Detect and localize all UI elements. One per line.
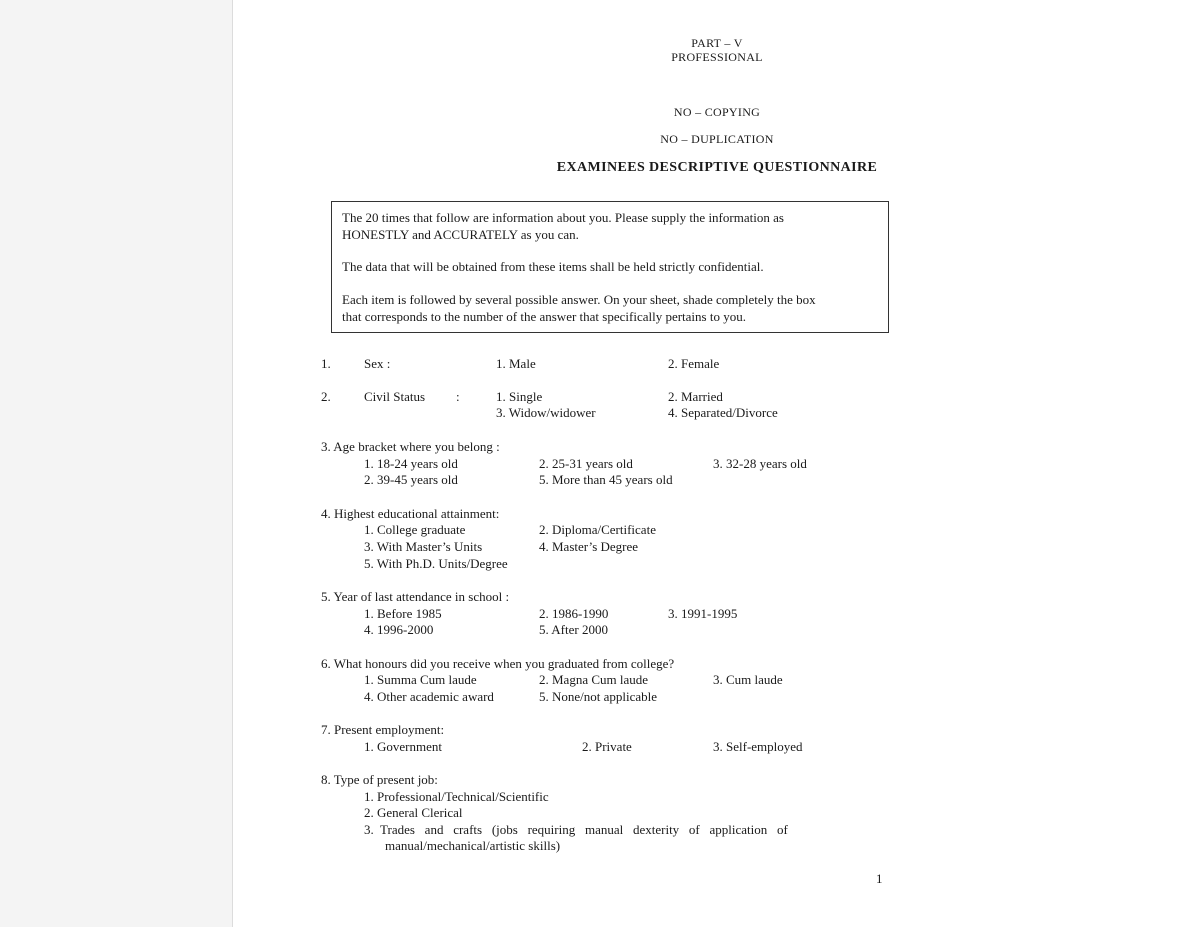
part-heading: PART – V xyxy=(691,36,743,50)
q5-option-1: 1. Before 1985 xyxy=(364,606,442,621)
q7-option-2: 2. Private xyxy=(582,739,632,754)
page-number: 1 xyxy=(876,871,883,886)
q2-option-4: 4. Separated/Divorce xyxy=(668,405,778,420)
q2-number: 2. xyxy=(321,389,331,404)
q2-option-2: 2. Married xyxy=(668,389,723,404)
q6-option-4: 4. Other academic award xyxy=(364,689,494,704)
q7-option-3: 3. Self-employed xyxy=(713,739,803,754)
q6-option-1: 1. Summa Cum laude xyxy=(364,672,477,687)
q2-option-1: 1. Single xyxy=(496,389,543,404)
no-copying-notice: NO – COPYING xyxy=(673,105,761,119)
q2-option-3: 3. Widow/widower xyxy=(496,405,596,420)
q2-label: Civil Status xyxy=(364,389,426,404)
q5-option-3: 3. 1991-1995 xyxy=(668,606,738,621)
q4-option-1: 1. College graduate xyxy=(364,522,466,537)
q5-option-4: 4. 1996-2000 xyxy=(364,622,434,637)
q7-label: 7. Present employment: xyxy=(321,722,445,737)
q4-option-3: 3. With Master’s Units xyxy=(364,539,483,554)
document-page xyxy=(232,0,1200,927)
instructions-line-4: Each item is followed by several possible answer. On your sheet, shade completely the box xyxy=(342,292,816,307)
q3-option-4: 2. 39-45 years old xyxy=(364,472,458,487)
instructions-line-2: HONESTLY and ACCURATELY as you can. xyxy=(342,227,579,242)
q4-option-4: 4. Master’s Degree xyxy=(539,539,639,554)
q3-option-2: 2. 25-31 years old xyxy=(539,456,633,471)
q2-colon: : xyxy=(456,389,460,404)
q6-option-5: 5. None/not applicable xyxy=(539,689,658,704)
q8-option-3-continued: manual/mechanical/artistic skills) xyxy=(385,838,561,853)
instructions-line-1: The 20 times that follow are information about you. Please supply the information as xyxy=(342,210,784,225)
q5-label: 5. Year of last attendance in school : xyxy=(321,589,510,604)
q3-option-5: 5. More than 45 years old xyxy=(539,472,673,487)
section-heading: PROFESSIONAL xyxy=(671,50,763,64)
q1-option-1: 1. Male xyxy=(496,356,536,371)
q4-label: 4. Highest educational attainment: xyxy=(321,506,500,521)
instructions-line-5: that corresponds to the number of the answer that specifically pertains to you. xyxy=(342,309,746,324)
q8-option-1: 1. Professional/Technical/Scientific xyxy=(364,789,549,804)
q7-option-1: 1. Government xyxy=(364,739,442,754)
instructions-line-3: The data that will be obtained from these items shall be held strictly confidential. xyxy=(342,259,764,274)
instructions-box xyxy=(331,201,889,333)
q1-label: Sex : xyxy=(364,356,391,371)
q3-label: 3. Age bracket where you belong : xyxy=(321,439,500,454)
page-title: EXAMINEES DESCRIPTIVE QUESTIONNAIRE xyxy=(556,160,878,175)
q4-option-2: 2. Diploma/Certificate xyxy=(539,522,656,537)
q5-option-5: 5. After 2000 xyxy=(539,622,608,637)
q6-option-3: 3. Cum laude xyxy=(713,672,783,687)
q3-option-3: 3. 32-28 years old xyxy=(713,456,807,471)
no-duplication-notice: NO – DUPLICATION xyxy=(660,132,774,146)
q1-option-2: 2. Female xyxy=(668,356,720,371)
q6-option-2: 2. Magna Cum laude xyxy=(539,672,649,687)
q8-option-2: 2. General Clerical xyxy=(364,805,463,820)
q6-label: 6. What honours did you receive when you graduated from college? xyxy=(321,656,675,671)
q3-option-1: 1. 18-24 years old xyxy=(364,456,458,471)
q8-label: 8. Type of present job: xyxy=(321,772,438,787)
q1-number: 1. xyxy=(321,356,331,371)
q4-option-5: 5. With Ph.D. Units/Degree xyxy=(364,556,508,571)
q8-option-3: 3. Trades and crafts (jobs requiring manual dexterity of application of xyxy=(364,822,788,837)
q5-option-2: 2. 1986-1990 xyxy=(539,606,609,621)
